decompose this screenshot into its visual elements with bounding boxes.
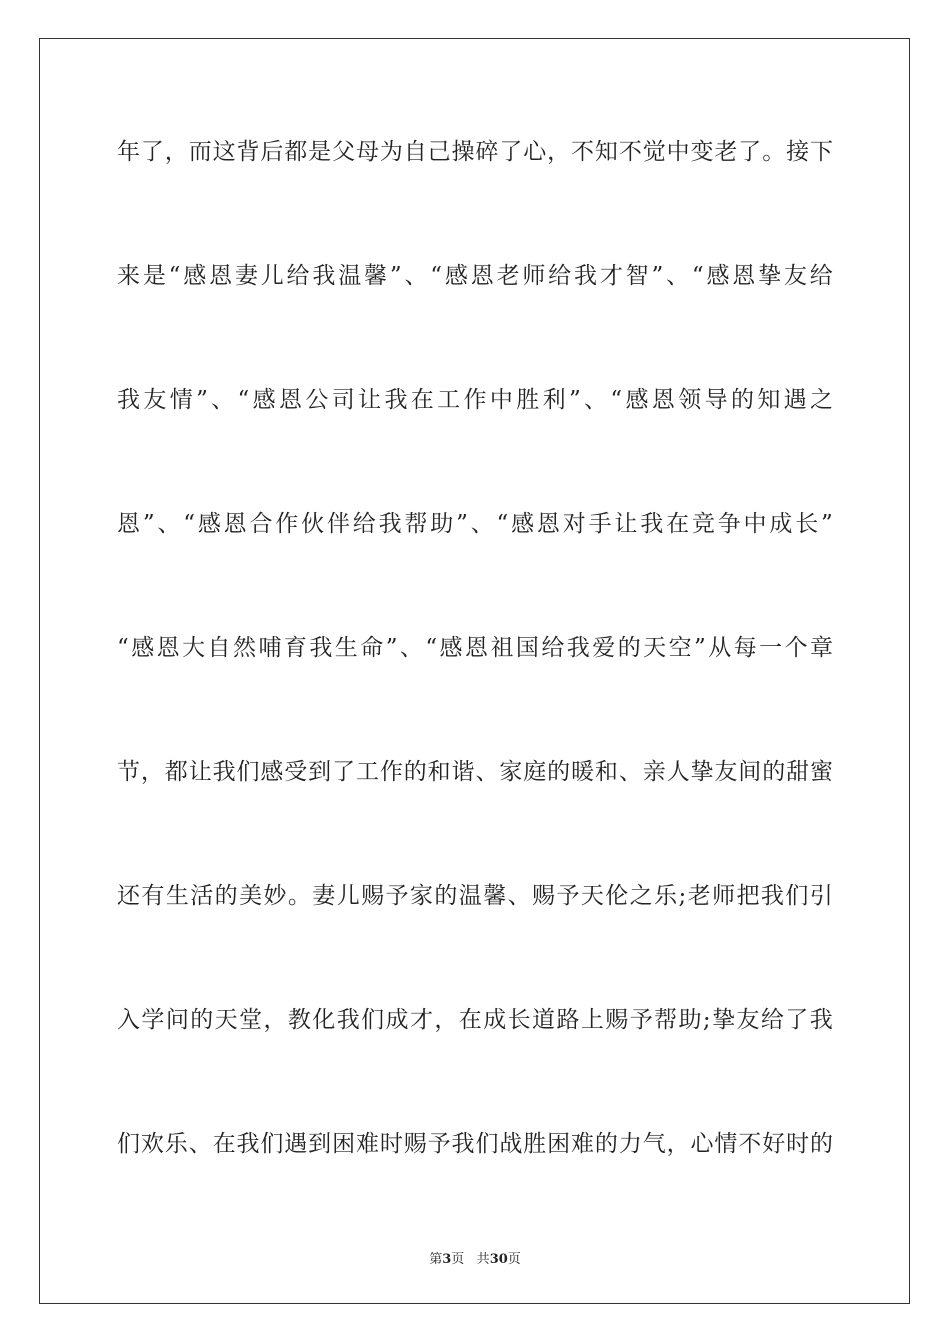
text-line-2: 来是“感恩妻儿给我温馨”、“感恩老师给我才智”、“感恩挚友给 — [117, 263, 836, 289]
text-line-9: 们欢乐、在我们遇到困难时赐予我们战胜困难的力气，心情不好时的 — [117, 1131, 834, 1157]
text-line-3: 我友情”、“感恩公司让我在工作中胜利”、“感恩领导的知遇之 — [117, 387, 837, 413]
footer-total-pages: 30 — [489, 1252, 508, 1267]
footer-page-number: 3 — [442, 1252, 452, 1267]
text-line-6: 节，都让我们感受到了工作的和谐、家庭的暖和、亲人挚友间的甜蜜 — [117, 759, 834, 785]
footer-total-prefix: 共 — [476, 1252, 490, 1267]
footer-prefix: 第 — [429, 1252, 443, 1267]
text-line-1: 年了，而这背后都是父母为自己操碎了心，不知不觉中变老了。接下 — [117, 139, 834, 165]
text-line-4: 恩”、“感恩合作伙伴给我帮助”、“感恩对手让我在竞争中成长” — [117, 511, 836, 537]
page-footer — [0, 1248, 950, 1267]
text-line-8: 入学问的天堂，教化我们成才，在成长道路上赐予帮助;挚友给了我 — [117, 1007, 835, 1033]
text-line-5: “感恩大自然哺育我生命”、“感恩祖国给我爱的天空”从每一个章 — [117, 635, 836, 661]
footer-page-suffix: 页 — [451, 1252, 465, 1267]
text-line-7: 还有生活的美妙。妻儿赐予家的温馨、赐予天伦之乐;老师把我们引 — [117, 883, 835, 909]
footer-total-suffix: 页 — [507, 1252, 521, 1267]
document-body — [117, 124, 837, 1240]
